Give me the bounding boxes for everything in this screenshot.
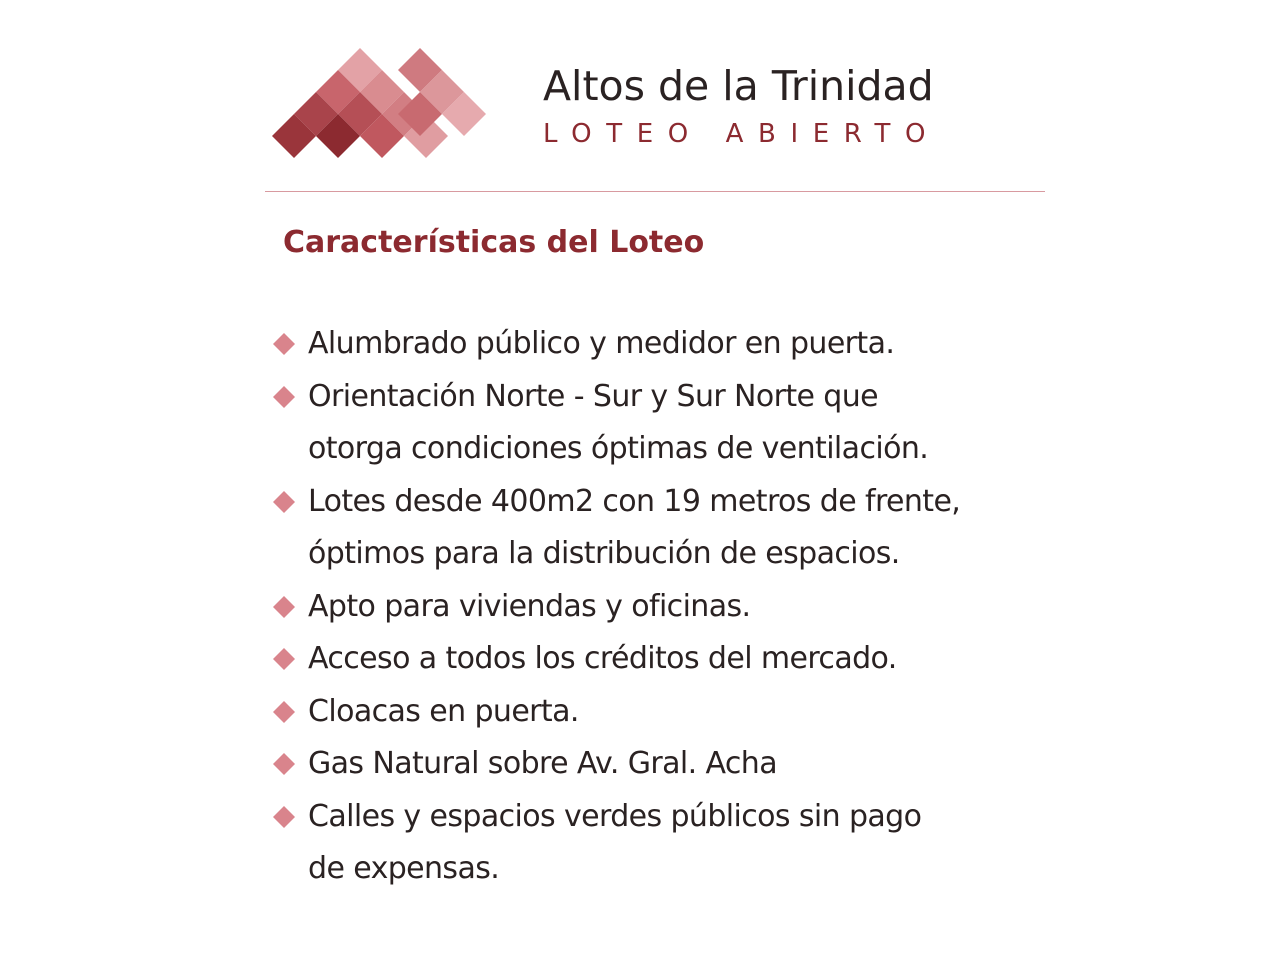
feature-text: Lotes desde 400m2 con 19 metros de frente, óptimos para la distribución de espacios. <box>308 483 961 571</box>
diamond-bullet-icon <box>273 333 295 355</box>
diamond-bullet-icon <box>273 491 295 513</box>
feature-text: Apto para viviendas y oficinas. <box>308 588 751 624</box>
brand-tagline: LOTEO ABIERTO <box>543 119 941 149</box>
list-item <box>268 633 1058 686</box>
header-divider <box>265 191 1045 192</box>
brand-name: Altos de la Trinidad <box>543 62 934 110</box>
list-item <box>268 791 1058 896</box>
diamond-bullet-icon <box>273 806 295 828</box>
diamond-bullet-icon <box>273 701 295 723</box>
diamond-bullet-icon <box>273 648 295 670</box>
feature-text: Alumbrado público y medidor en puerta. <box>308 326 895 361</box>
brand-logo <box>270 40 500 160</box>
list-item <box>268 738 1058 791</box>
list-item <box>268 476 1058 581</box>
list-item <box>268 686 1058 739</box>
stacked-diamond-roofs-icon <box>270 40 500 160</box>
feature-text: Orientación Norte - Sur y Sur Norte que otorga condiciones óptimas de ventilación. <box>308 378 929 466</box>
list-item <box>268 318 1058 371</box>
diamond-bullet-icon <box>273 753 295 775</box>
list-item <box>268 581 1058 634</box>
diamond-bullet-icon <box>273 386 295 408</box>
features-list <box>268 318 1058 896</box>
diamond-bullet-icon <box>273 596 295 618</box>
feature-text: Gas Natural sobre Av. Gral. Acha <box>308 746 778 781</box>
feature-text: Acceso a todos los créditos del mercado. <box>308 641 897 676</box>
feature-text: Calles y espacios verdes públicos sin pago de expensas. <box>308 798 922 886</box>
section-title: Características del Loteo <box>283 225 705 260</box>
list-item <box>268 371 1058 476</box>
feature-text: Cloacas en puerta. <box>308 693 579 729</box>
